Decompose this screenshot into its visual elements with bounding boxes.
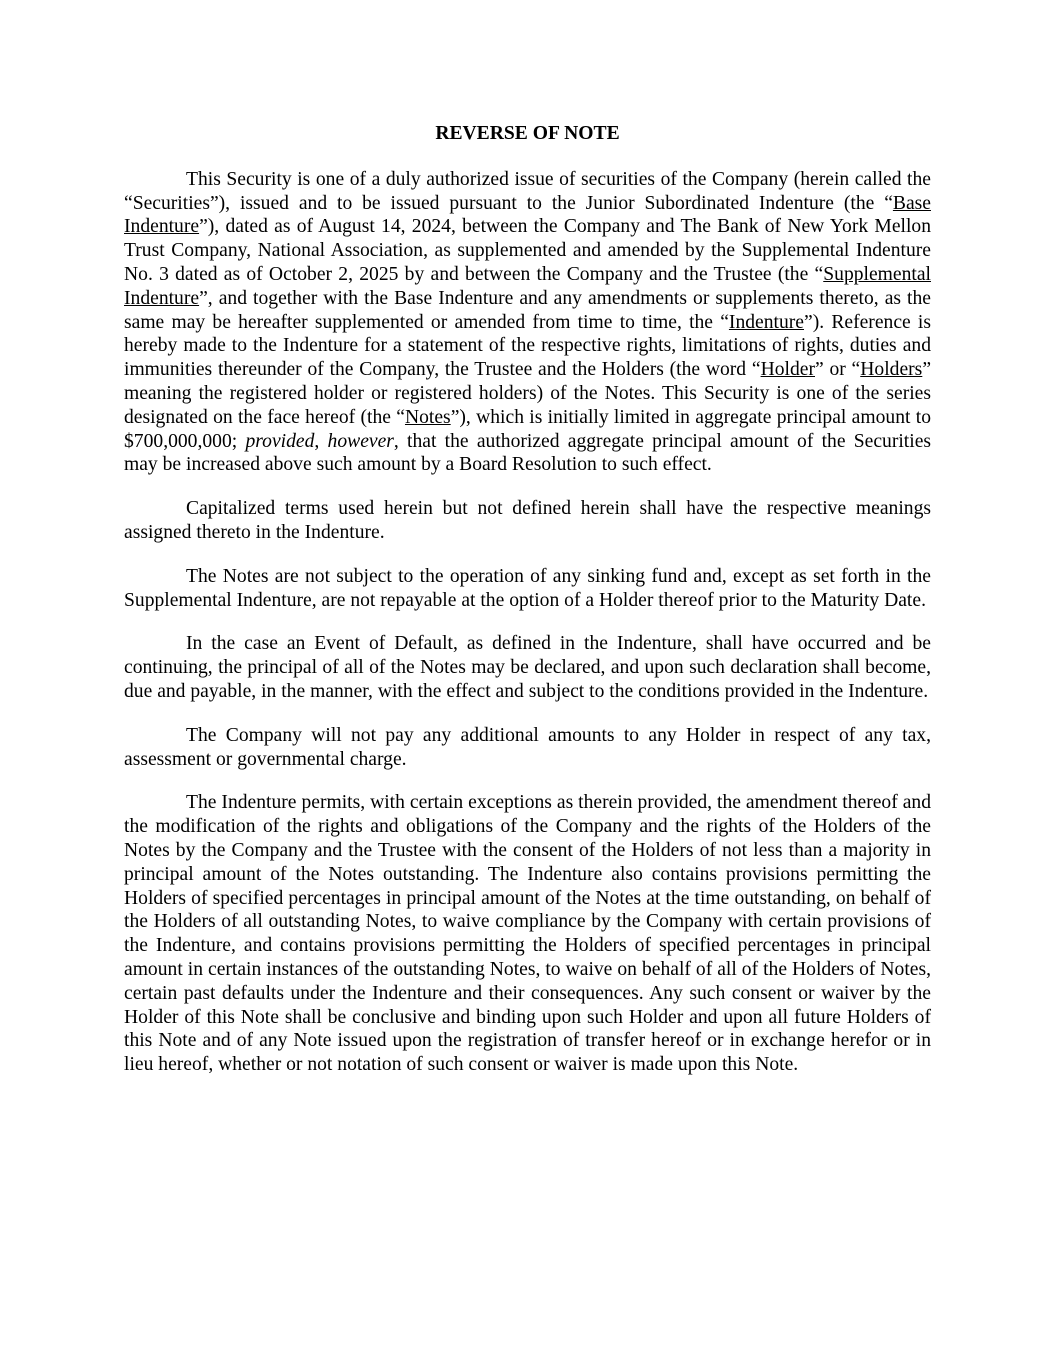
- paragraph-event-of-default: In the case an Event of Default, as defined in the Indenture, shall have occurred and be continuing, the principal of all of the Notes may be declared, and upon such declaration shall become, due and payable, in the manner, with the effect and subject to the conditions provided in the Indenture.: [124, 633, 931, 702]
- page-title: REVERSE OF NOTE: [435, 123, 620, 144]
- text-run: , that the authorized aggregate principal amount of the Securities may be increased above such amount by a Board Resolution to such effect.: [124, 430, 932, 476]
- defined-term-supplemental-indenture: Supplemental Indenture: [124, 263, 931, 309]
- paragraph-securities: [124, 168, 931, 477]
- defined-term-indenture: Indenture: [728, 311, 804, 333]
- text-run: ,: [314, 430, 328, 452]
- paragraph-additional-amounts: The Company will not pay any additional amounts to any Holder in respect of any tax, assessment or governmental charge.: [124, 724, 931, 770]
- document-page: [124, 122, 931, 1097]
- text-run: ” meaning the registered holder or registered holders) of the Notes. This Security is one of the series designated on the face hereof (the “: [124, 359, 932, 428]
- italic-provided: provided: [245, 430, 315, 452]
- paragraph-capitalized-terms: Capitalized terms used herein but not defined herein shall have the respective meanings assigned thereto in the Indenture.: [124, 498, 931, 543]
- defined-term-holders: Holders: [860, 359, 923, 381]
- defined-term-base: Base: [892, 192, 931, 214]
- text-run: ”), dated as of August 14, 2024, between the Company and The Bank of New York Mellon Trust Company, National Association, as supplemented and amended by the Supplemental Indenture No. 3 dated as of October 2, 2025 by and between the Company and the Trustee (the “: [124, 216, 931, 285]
- text-run: ”). Reference is hereby made to the Indenture for a statement of the respective rights, limitations of rights, duties and immunities thereunder of the Company, the Trustee and the Holders (the word “: [124, 311, 931, 381]
- paragraph-sinking-fund: The Notes are not subject to the operation of any sinking fund and, except as set forth in the Supplemental Indenture, are not repayable at the option of a Holder thereof prior to the Maturity Date.: [124, 565, 931, 611]
- text-run: ”, and together with the Base Indenture and any amendments or supplements thereto, as the same may be hereafter supplemented or amended from time to time, the “: [124, 287, 931, 333]
- defined-term-holder: Holder: [760, 359, 815, 381]
- text-run: ” or “: [815, 359, 861, 381]
- text-run: ”), which is initially limited in aggregate principal amount to $700,000,000;: [124, 406, 931, 452]
- italic-however: however: [327, 430, 394, 452]
- defined-term-notes: Notes: [404, 406, 451, 428]
- text-run: This Security is one of a duly authorized issue of securities of the Company (herein called the “Securities”), issued and to be issued pursuant to the Junior Subordinated Indenture (the “: [124, 168, 931, 214]
- paragraph-amendment-waiver: The Indenture permits, with certain exceptions as therein provided, the amendment thereof and the modification of the rights and obligations of the Company and the rights of the Holders of the Notes by the Company and the Trustee with the consent of the Holders of not less than a majority in principal amount of the Notes outstanding. The Indenture also contains provisions permitting the Holders of specified percentages in principal amount of the Notes at the time outstanding, on behalf of the Holders of all outstanding Notes, to waive compliance by the Company with certain provisions of the Indenture, and contains provisions permitting the Holders of specified percentages in principal amount in certain instances of the outstanding Notes, to waive on behalf of all of the Holders of Notes, certain past defaults under the Indenture and their consequences. Any such consent or waiver by the Holder of this Note shall be conclusive and binding upon such Holder and upon all future Holders of this Note and of any Note issued upon the registration of transfer hereof or in exchange herefor or in lieu hereof, whether or not notation of such consent or waiver is made upon this Note.: [124, 792, 931, 1076]
- defined-term-indenture: Indenture: [124, 216, 200, 238]
